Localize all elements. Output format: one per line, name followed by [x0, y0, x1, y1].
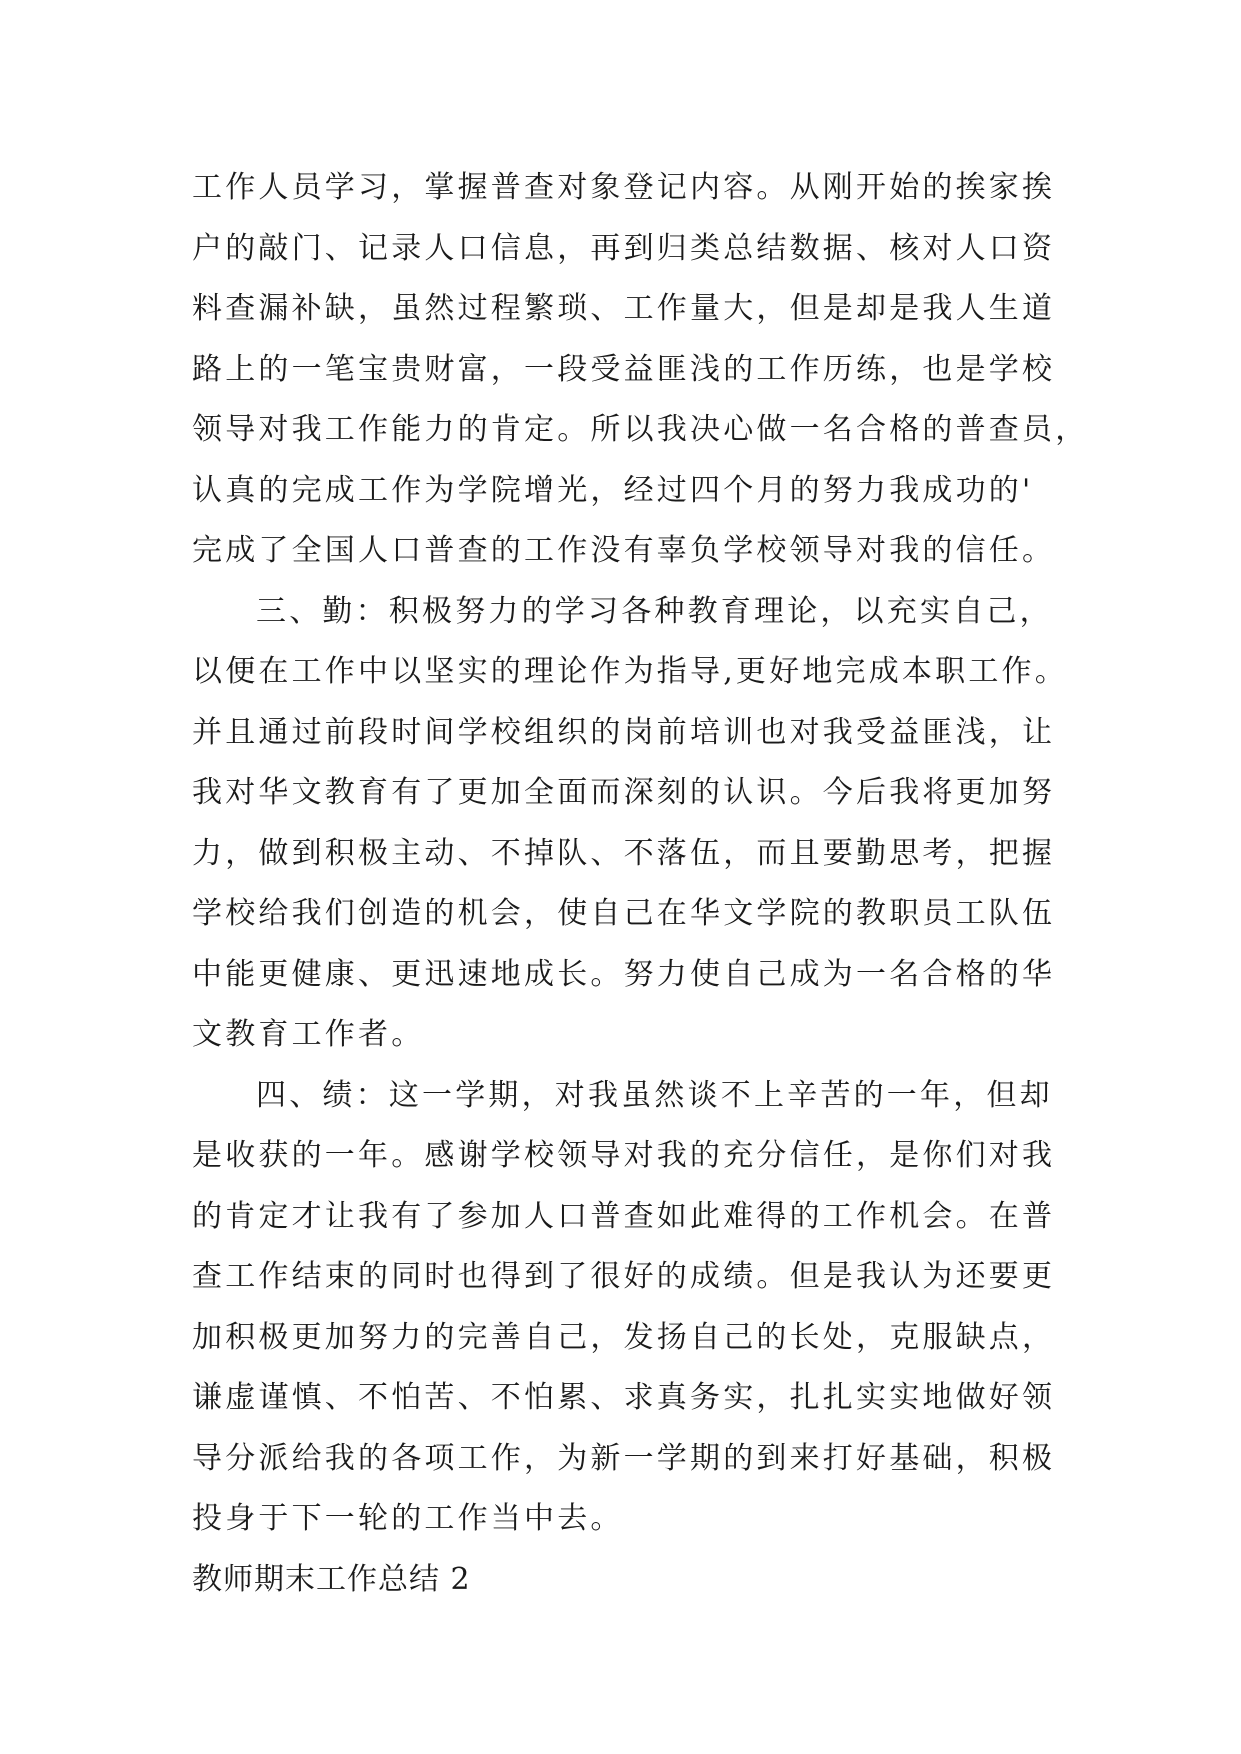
text-line: 三、勤：积极努力的学习各种教育理论，以充实自己，	[256, 593, 1053, 629]
text-line: 文教育工作者。	[192, 1017, 425, 1052]
document-body	[192, 158, 1089, 1610]
text-line: 完成了全国人口普查的工作没有辜负学校领导对我的信任。	[192, 533, 1056, 568]
text-line: 谦虚谨慎、不怕苦、不怕累、求真务实，扎扎实实地做好领	[192, 1380, 1056, 1415]
text-line: 户的敲门、记录人口信息，再到归类总结数据、核对人口资	[192, 230, 1056, 266]
text-line: 是收获的一年。感谢学校领导对我的充分信任，是你们对我	[192, 1138, 1056, 1173]
text-line: 中能更健康、更迅速地成长。努力使自己成为一名合格的华	[192, 956, 1056, 992]
paragraph-diligence	[192, 582, 1072, 1066]
text-line: 以便在工作中以坚实的理论作为指导,更好地完成本职工作。	[192, 654, 1068, 689]
text-line: 投身于下一轮的工作当中去。	[192, 1501, 624, 1536]
text-line: 学校给我们创造的机会，使自己在华文学院的教职员工队伍	[192, 896, 1056, 931]
text-line: 的肯定才让我有了参加人口普查如此难得的工作机会。在普	[192, 1198, 1056, 1234]
text-line: 力，做到积极主动、不掉队、不落伍，而且要勤思考，把握	[192, 835, 1056, 871]
text-line: 料查漏补缺，虽然过程繁琐、工作量大，但是却是我人生道	[192, 291, 1056, 326]
text-line: 认真的完成工作为学院增光，经过四个月的努力我成功的'	[192, 472, 1034, 508]
text-line: 加积极更加努力的完善自己，发扬自己的长处，克服缺点，	[192, 1319, 1056, 1355]
text-line: 并且通过前段时间学校组织的岗前培训也对我受益匪浅，让	[192, 714, 1056, 750]
section-title: 教师期末工作总结 2	[192, 1561, 471, 1597]
text-line: 查工作结束的同时也得到了很好的成绩。但是我认为还要更	[192, 1259, 1056, 1294]
text-line: 领导对我工作能力的肯定。所以我决心做一名合格的普查员，	[192, 412, 1089, 447]
text-line: 我对华文教育有了更加全面而深刻的认识。今后我将更加努	[192, 775, 1056, 810]
paragraph-census-work	[192, 158, 1089, 582]
text-line: 工作人员学习，掌握普查对象登记内容。从刚开始的挨家挨	[192, 170, 1056, 205]
text-line: 四、绩：这一学期，对我虽然谈不上辛苦的一年，但却	[256, 1077, 1053, 1113]
paragraph-achievement	[192, 1066, 1072, 1550]
text-line: 路上的一笔宝贵财富，一段受益匪浅的工作历练，也是学校	[192, 351, 1056, 387]
text-line: 导分派给我的各项工作，为新一学期的到来打好基础，积极	[192, 1440, 1056, 1476]
